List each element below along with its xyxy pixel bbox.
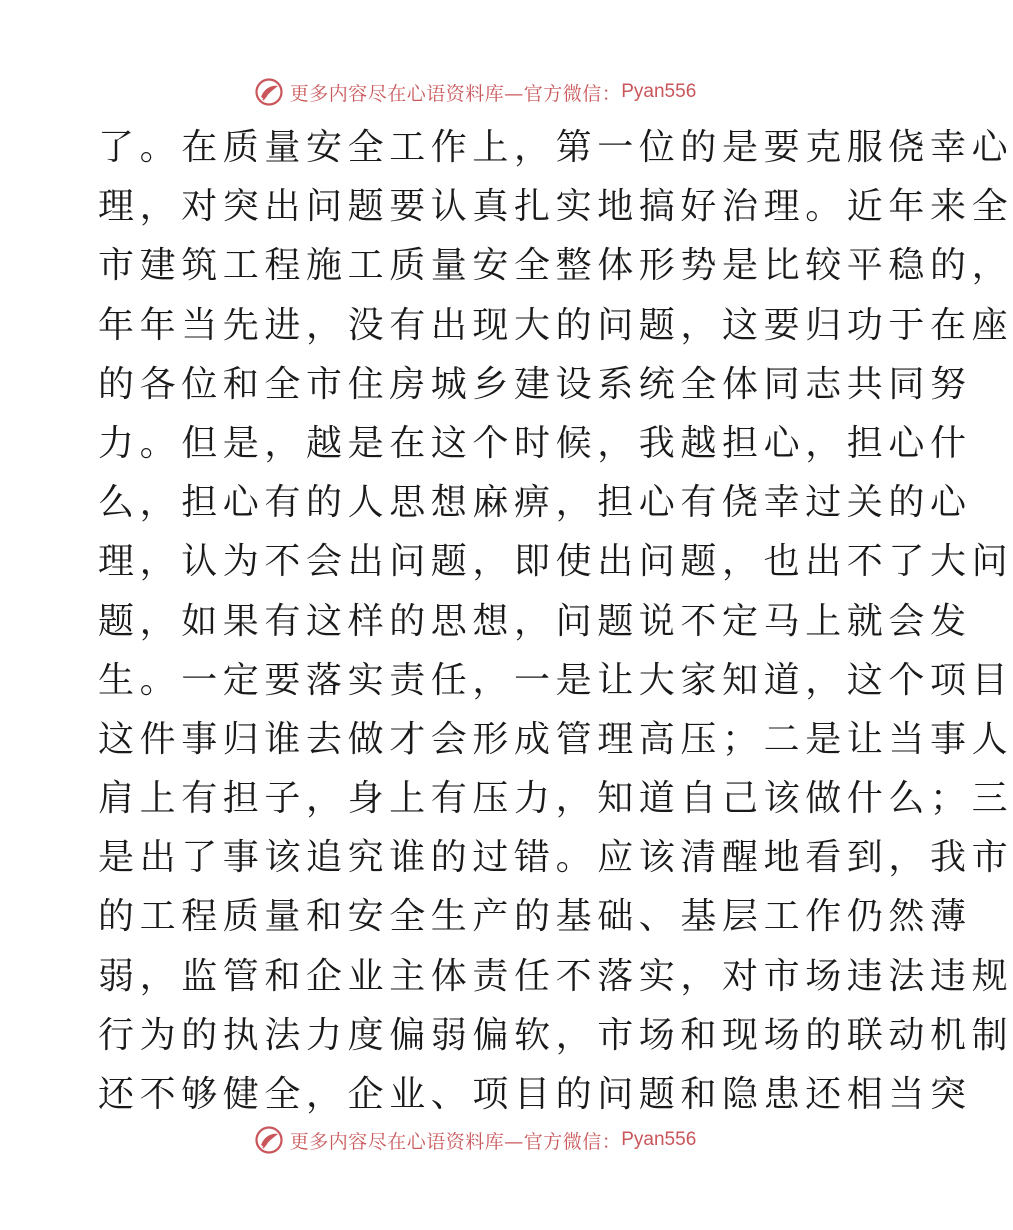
text-line: 生。一定要落实责任，一是让大家知道，这个项目: [98, 659, 1013, 701]
text-line: 还不够健全，企业、项目的问题和隐患还相当突: [98, 1074, 972, 1115]
text-line: 行为的执法力度偏弱偏软，市场和现场的联动机制: [98, 1014, 1013, 1056]
watermark-text: 更多内容尽在心语资料库—官方微信：: [289, 1130, 622, 1153]
text-line: 市建筑工程施工质量安全整体形势是比较平稳的，: [98, 245, 1013, 287]
document-body: [98, 118, 1013, 1124]
text-line: 年年当先进，没有出现大的问题，这要归功于在座: [98, 304, 1013, 346]
pen-emblem-icon: [254, 1125, 284, 1155]
watermark-footer: [0, 1120, 950, 1160]
watermark-wechat-id: Pyan556: [621, 1129, 697, 1150]
watermark-text: 更多内容尽在心语资料库—官方微信：: [289, 82, 622, 105]
text-line: 理，对突出问题要认真扎实地搞好治理。近年来全: [98, 186, 1013, 228]
pen-emblem-icon: [254, 77, 284, 107]
watermark-header: [0, 72, 950, 112]
text-line: 的工程质量和安全生产的基础、基层工作仍然薄: [98, 896, 972, 938]
text-line: 么，担心有的人思想麻痹，担心有侥幸过关的心: [98, 482, 972, 524]
text-line: 是出了事该追究谁的过错。应该清醒地看到，我市: [98, 837, 1013, 879]
text-line: 的各位和全市住房城乡建设系统全体同志共同努: [98, 363, 972, 405]
text-line: 力。但是，越是在这个时候，我越担心，担心什: [98, 422, 972, 464]
text-line: 了。在质量安全工作上，第一位的是要克服侥幸心: [98, 127, 1013, 168]
watermark-wechat-id: Pyan556: [621, 81, 697, 102]
text-line: 肩上有担子，身上有压力，知道自己该做什么；三: [98, 778, 1013, 820]
text-line: 理，认为不会出问题，即使出问题，也出不了大问: [98, 541, 1013, 583]
text-line: 这件事归谁去做才会形成管理高压；二是让当事人: [98, 718, 1013, 760]
text-line: 弱，监管和企业主体责任不落实，对市场违法违规: [98, 955, 1013, 997]
text-line: 题，如果有这样的思想，问题说不定马上就会发: [98, 600, 972, 642]
